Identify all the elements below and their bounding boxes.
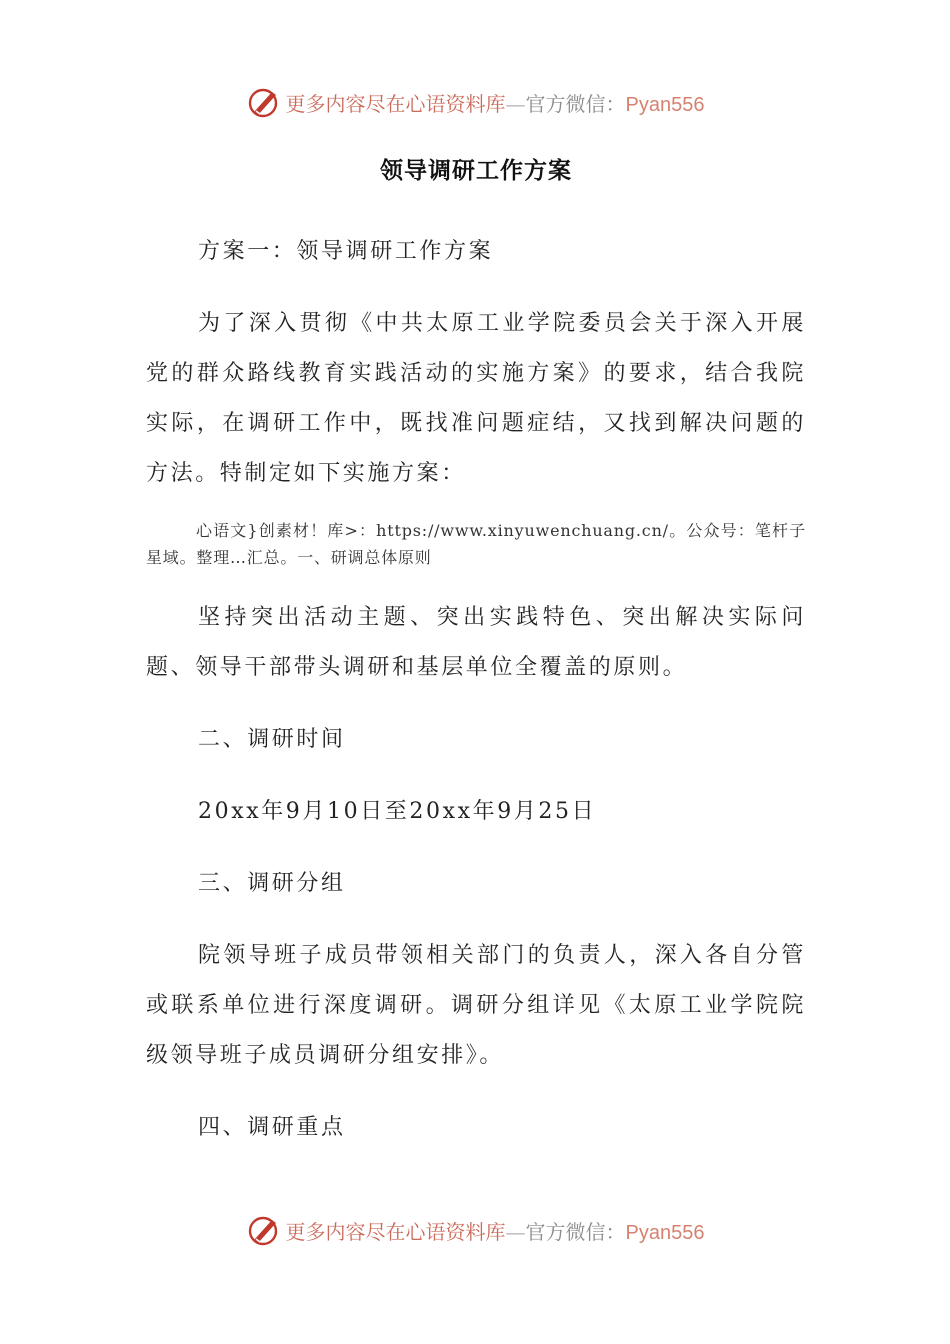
banner-text: 更多内容尽在心语资料库—官方微信：Pyan556 xyxy=(285,1219,705,1244)
source-note: 心语文}创素材！库>：https://www.xinyuwenchuang.cn/。公众号：笔杆子星域。整理…汇总。一、研调总体原则 xyxy=(146,521,806,567)
document-body xyxy=(146,152,806,1153)
footer-banner xyxy=(0,1212,950,1248)
banner-text: 更多内容尽在心语资料库—官方微信：Pyan556 xyxy=(285,91,705,116)
intro-paragraph: 为了深入贯彻《中共太原工业学院委员会关于深入开展党的群众路线教育实践活动的实施方案》的要求，结合我院实际，在调研工作中，既找准问题症结，又找到解决问题的方法。特制定如下实施方案： xyxy=(146,311,806,486)
header-banner xyxy=(0,84,950,120)
principle-paragraph: 坚持突出活动主题、突出实践特色、突出解决实际问题、领导干部带头调研和基层单位全覆盖的原则。 xyxy=(146,605,806,680)
plan-heading: 方案一：领导调研工作方案 xyxy=(198,239,494,264)
section-two-heading: 二、调研时间 xyxy=(198,727,346,752)
pen-logo-icon xyxy=(246,84,282,120)
doc-title: 领导调研工作方案 xyxy=(380,157,572,184)
section-four-heading: 四、调研重点 xyxy=(198,1115,346,1140)
section-three-heading: 三、调研分组 xyxy=(198,871,346,896)
grouping-paragraph: 院领导班子成员带领相关部门的负责人，深入各自分管或联系单位进行深度调研。调研分组详见《太原工业学院院级领导班子成员调研分组安排》。 xyxy=(146,943,806,1068)
schedule-paragraph: 20xx年9月10日至20xx年9月25日 xyxy=(198,799,597,824)
pen-logo-icon xyxy=(246,1212,282,1248)
